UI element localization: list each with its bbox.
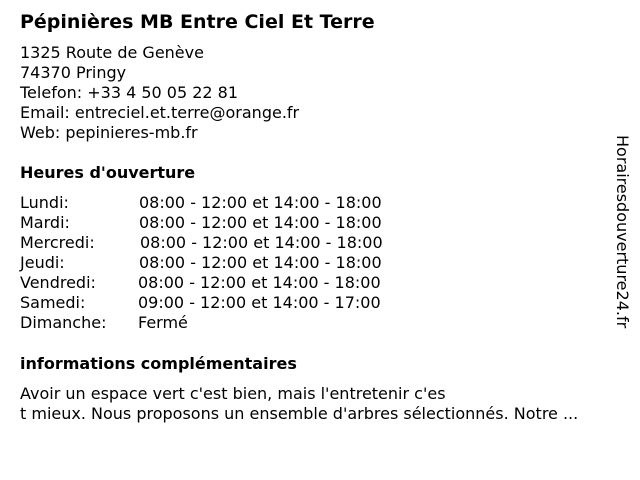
day-hours: 08:00 - 12:00 et 14:00 - 18:00 <box>139 253 382 272</box>
business-name: Pépinières MB Entre Ciel Et Terre <box>20 11 375 33</box>
day-label: Dimanche: <box>20 313 107 332</box>
hours-row-tuesday <box>20 213 440 233</box>
day-label: Samedi: <box>20 293 86 312</box>
hours-row-thursday <box>20 253 440 273</box>
description-text <box>20 384 632 424</box>
additional-info-heading: informations complémentaires <box>20 354 297 373</box>
description-line: Avoir un espace vert c'est bien, mais l'entretenir c'es <box>20 384 446 403</box>
day-hours: Fermé <box>138 313 188 332</box>
email-address: Email: entreciel.et.terre@orange.fr <box>20 103 300 122</box>
hours-row-wednesday <box>20 233 440 253</box>
hours-row-saturday <box>20 293 440 313</box>
day-hours: 08:00 - 12:00 et 14:00 - 18:00 <box>138 273 381 292</box>
opening-hours-table <box>20 193 440 333</box>
day-label: Jeudi: <box>20 253 65 272</box>
day-hours: 09:00 - 12:00 et 14:00 - 17:00 <box>138 293 381 312</box>
side-brand-label: Horairesdouverture24.fr <box>613 135 632 329</box>
phone-number: Telefon: +33 4 50 05 22 81 <box>20 83 239 102</box>
website: Web: pepinieres-mb.fr <box>20 123 198 142</box>
day-label: Vendredi: <box>20 273 96 292</box>
day-label: Lundi: <box>20 193 69 212</box>
day-hours: 08:00 - 12:00 et 14:00 - 18:00 <box>140 233 383 252</box>
hours-row-monday <box>20 193 440 213</box>
description-line: t mieux. Nous proposons un ensemble d'arbres sélectionnés. Notre ... <box>20 404 579 423</box>
day-hours: 08:00 - 12:00 et 14:00 - 18:00 <box>139 193 382 212</box>
city-address: 74370 Pringy <box>20 63 127 82</box>
day-label: Mercredi: <box>20 233 95 252</box>
hours-row-friday <box>20 273 440 293</box>
street-address: 1325 Route de Genève <box>20 43 204 62</box>
day-hours: 08:00 - 12:00 et 14:00 - 18:00 <box>139 213 382 232</box>
opening-hours-heading: Heures d'ouverture <box>20 163 196 182</box>
contact-block <box>20 43 299 143</box>
hours-row-sunday <box>20 313 440 333</box>
day-label: Mardi: <box>20 213 70 232</box>
